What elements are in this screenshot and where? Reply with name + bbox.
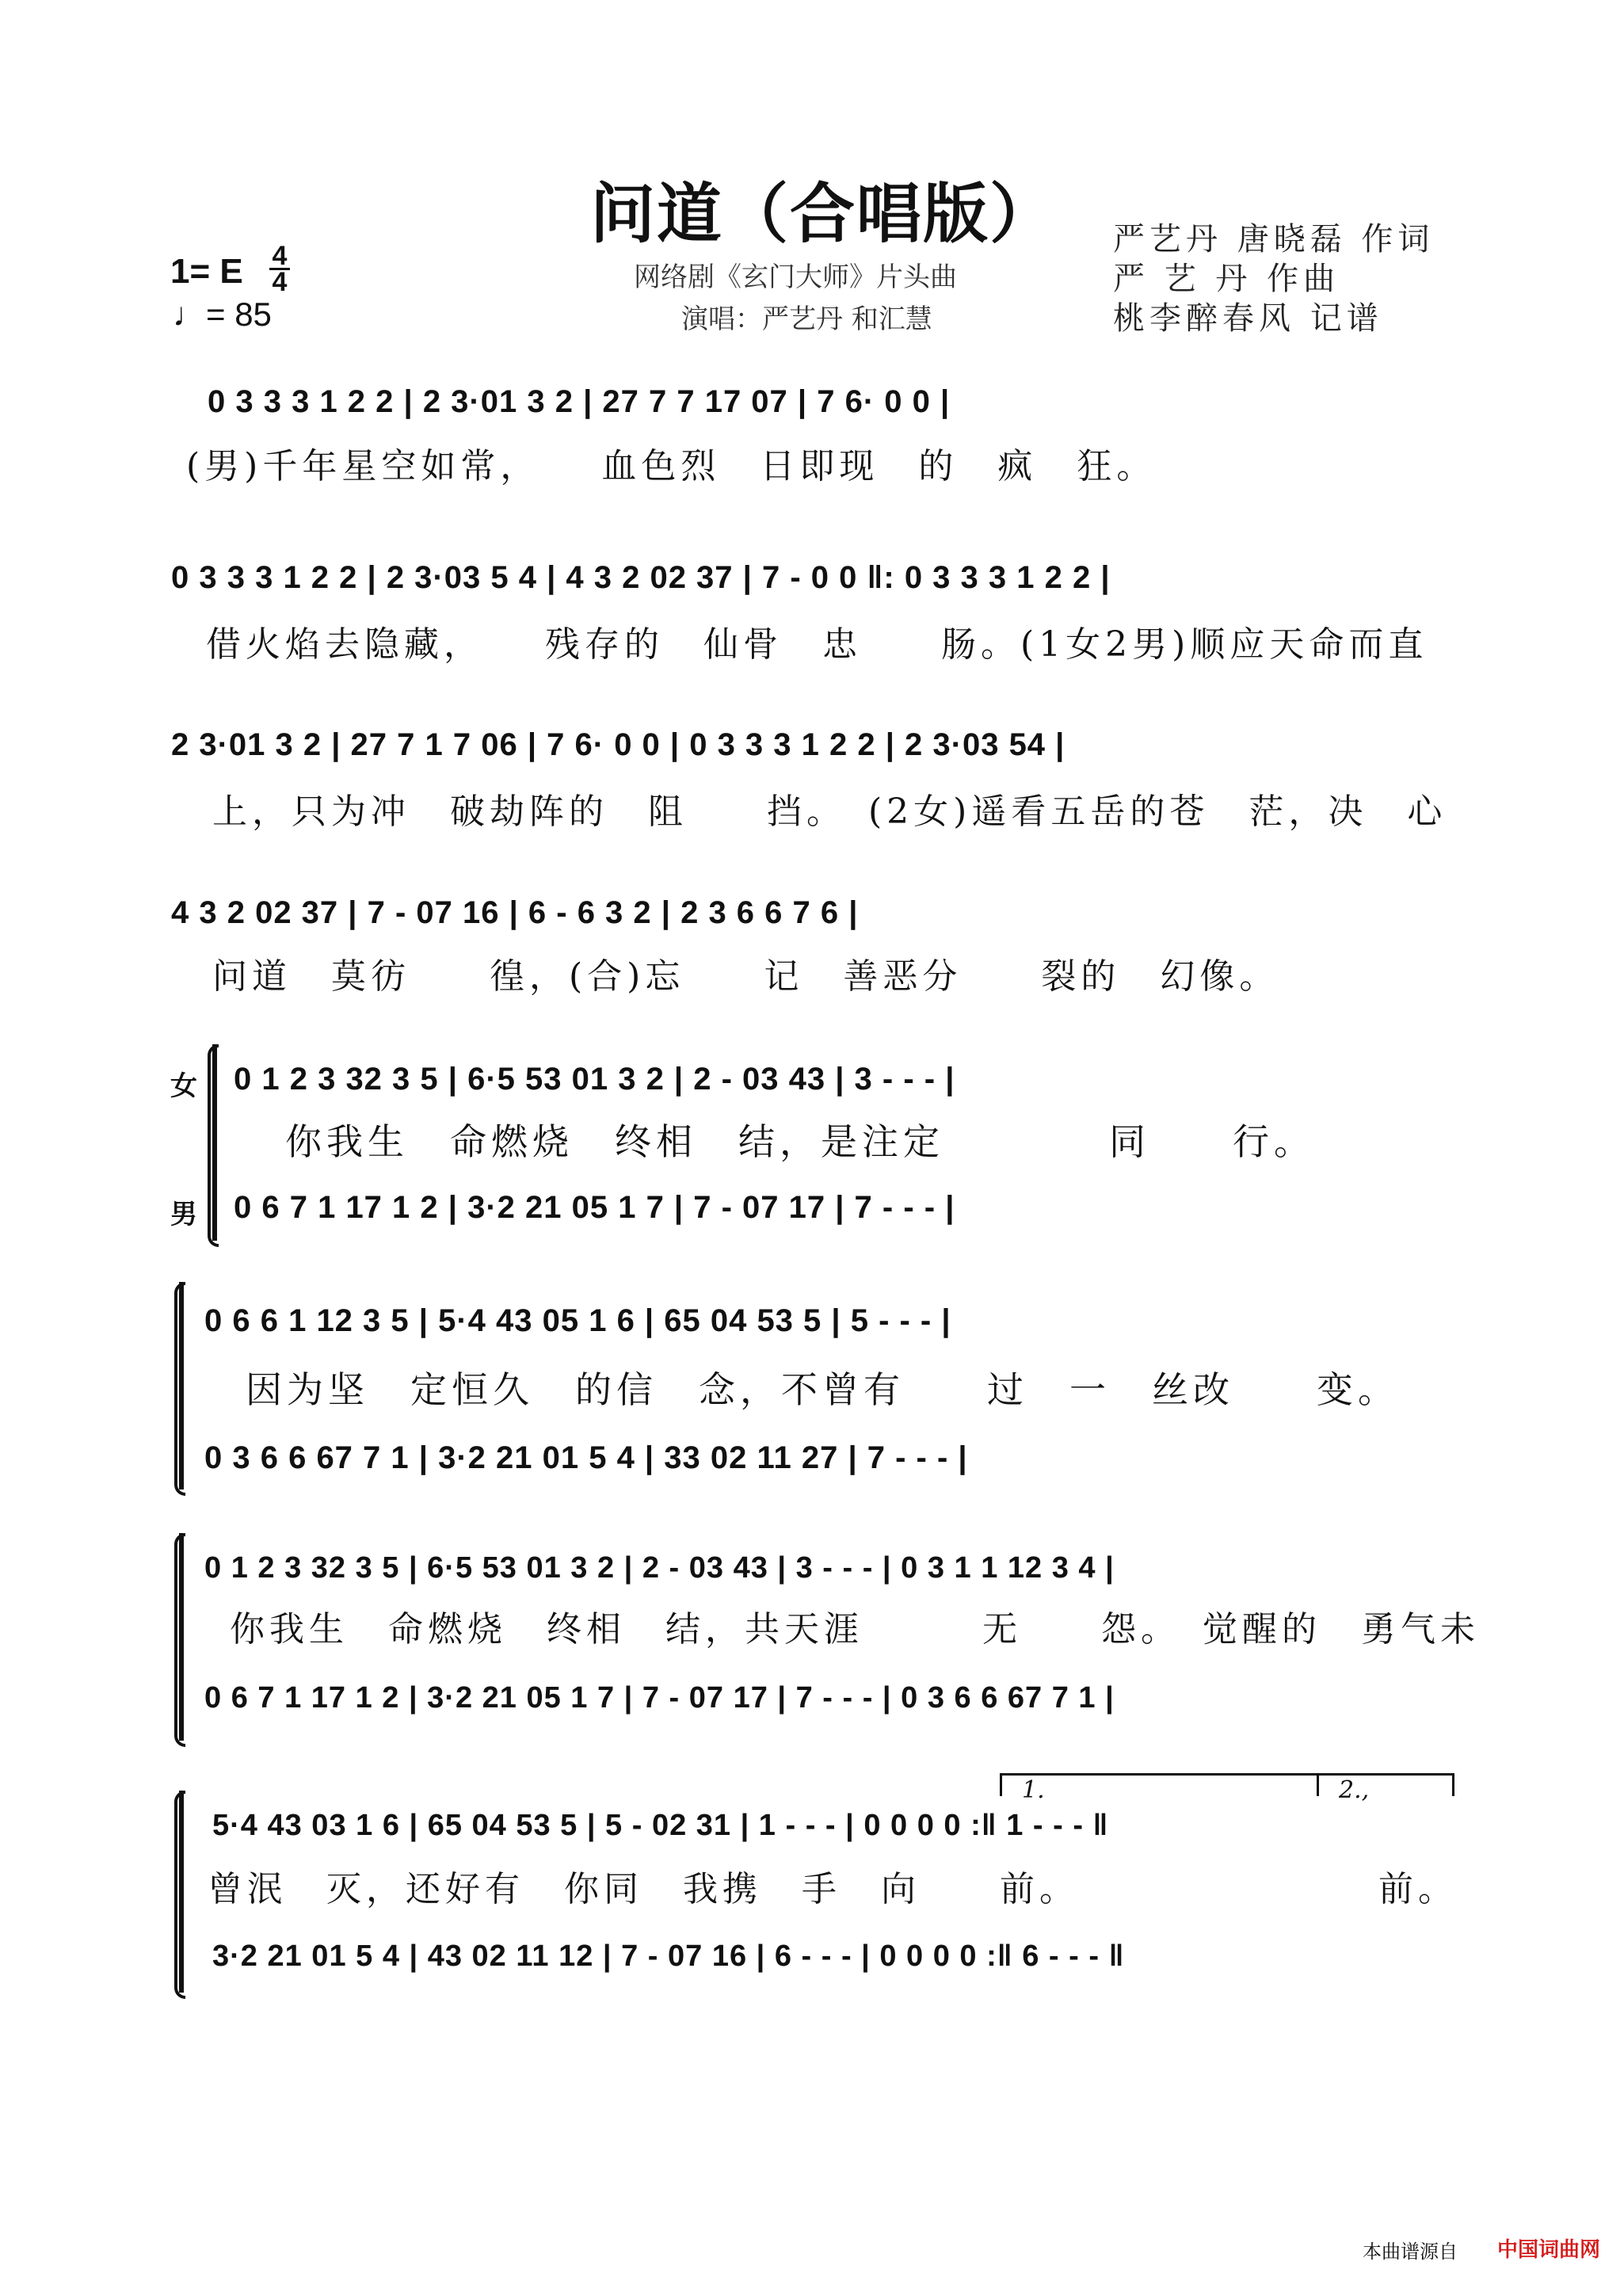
system-4-male-notes: 3·2 21 01 5 4 | 43 02 11 12 | 7 - 07 16 | 6 - - - | 0 0 0 0 :‖ 6 - - - ‖ (212, 1940, 1125, 1973)
row-2-lyrics: 借火焰去隐藏， 残存的 仙骨 忠 肠。(1女2男)顺应天命而直 (206, 624, 1428, 665)
volta-bracket-1 (1000, 1773, 1323, 1796)
system-1-female-lyrics: 你我生 命燃烧 终相 结，是注定 同 行。 (285, 1120, 1315, 1163)
time-sig-bottom: 4 (272, 267, 288, 297)
credit-composer: 严 艺 丹 作曲 (1113, 261, 1340, 297)
system-3-female-lyrics: 你我生 命燃烧 终相 结，共天涯 无 怨。 觉醒的 勇气未 (230, 1609, 1480, 1650)
time-signature (269, 241, 290, 297)
female-part-label: 女 (170, 1070, 197, 1102)
system-2-female-notes: 0 6 6 1 12 3 5 | 5·4 43 05 1 6 | 65 04 53 5 | 5 - - - | (204, 1303, 951, 1338)
credit-lyricist: 严艺丹 唐晓磊 作词 (1113, 221, 1435, 257)
subtitle: 网络剧《玄门大师》片头曲 (634, 261, 957, 293)
row-4-lyrics: 问道 莫彷 徨，(合)忘 记 善恶分 裂的 幻像。 (212, 956, 1279, 997)
system-bracket-bar (179, 1533, 184, 1741)
system-1-female-notes: 0 1 2 3 32 3 5 | 6·5 53 01 3 2 | 2 - 03 43 | 3 - - - | (234, 1062, 955, 1097)
system-3-female-notes: 0 1 2 3 32 3 5 | 6·5 53 01 3 2 | 2 - 03 43 | 3 - - - | 0 3 1 1 12 3 4 | (204, 1551, 1115, 1585)
row-2-notes: 0 3 3 3 1 2 2 | 2 3·03 5 4 | 4 3 2 02 37 | 7 - 0 0 ‖: 0 3 3 3 1 2 2 | (171, 560, 1111, 595)
system-3-male-notes: 0 6 7 1 17 1 2 | 3·2 21 05 1 7 | 7 - 07 17 | 7 - - - | 0 3 6 6 67 7 1 | (204, 1681, 1115, 1715)
volta-1-label: 1. (1022, 1776, 1045, 1804)
system-bracket-bar (212, 1044, 217, 1241)
system-4-female-lyrics: 曾泯 灭，还好有 你同 我携 手 向 前。 前。 (208, 1869, 1458, 1909)
row-1-notes: 0 3 3 3 1 2 2 | 2 3·01 3 2 | 27 7 7 17 07 | 7 6· 0 0 | (208, 384, 951, 419)
tempo-marking: ♩= 85 (173, 296, 272, 333)
footer-brand-link[interactable]: 中国词曲网 (1497, 2237, 1601, 2261)
row-3-notes: 2 3·01 3 2 | 27 7 1 7 06 | 7 6· 0 0 | 0 3 3 3 1 2 2 | 2 3·03 54 | (171, 727, 1066, 762)
system-1-male-notes: 0 6 7 1 17 1 2 | 3·2 21 05 1 7 | 7 - 07 17 | 7 - - - | (234, 1190, 955, 1225)
time-sig-top: 4 (272, 241, 288, 271)
system-bracket-bar (179, 1791, 184, 1993)
credit-transcriber: 桃李醉春风 记谱 (1113, 300, 1383, 337)
singers: 演唱：严艺丹 和汇慧 (681, 303, 932, 335)
system-2-male-notes: 0 3 6 6 67 7 1 | 3·2 21 01 5 4 | 33 02 11 27 | 7 - - - | (204, 1440, 968, 1475)
volta-bracket-2 (1317, 1773, 1454, 1796)
page-title: 问道（合唱版） (590, 176, 1057, 252)
watermark-strip (0, 0, 17, 2281)
footer-source-label: 本曲谱源自 (1363, 2241, 1458, 2263)
row-1-lyrics: (男)千年星空如常， 血色烈 日即现 的 疯 狂。 (186, 446, 1157, 486)
system-2-female-lyrics: 因为坚 定恒久 的信 念，不曾有 过 一 丝改 变。 (246, 1368, 1399, 1411)
key-signature: 1= E (170, 252, 243, 291)
volta-2-label: 2., (1339, 1776, 1370, 1804)
row-4-notes: 4 3 2 02 37 | 7 - 07 16 | 6 - 6 3 2 | 2 3 6 6 7 6 | (171, 895, 859, 930)
row-3-lyrics: 上，只为冲 破劫阵的 阻 挡。 (2女)遥看五岳的苍 茫，决 心 (212, 791, 1447, 832)
system-bracket-bar (179, 1282, 184, 1490)
system-4-female-notes: 5·4 43 03 1 6 | 65 04 53 5 | 5 - 02 31 | 1 - - - | 0 0 0 0 :‖ 1 - - - ‖ (212, 1809, 1109, 1842)
male-part-label: 男 (170, 1199, 197, 1230)
